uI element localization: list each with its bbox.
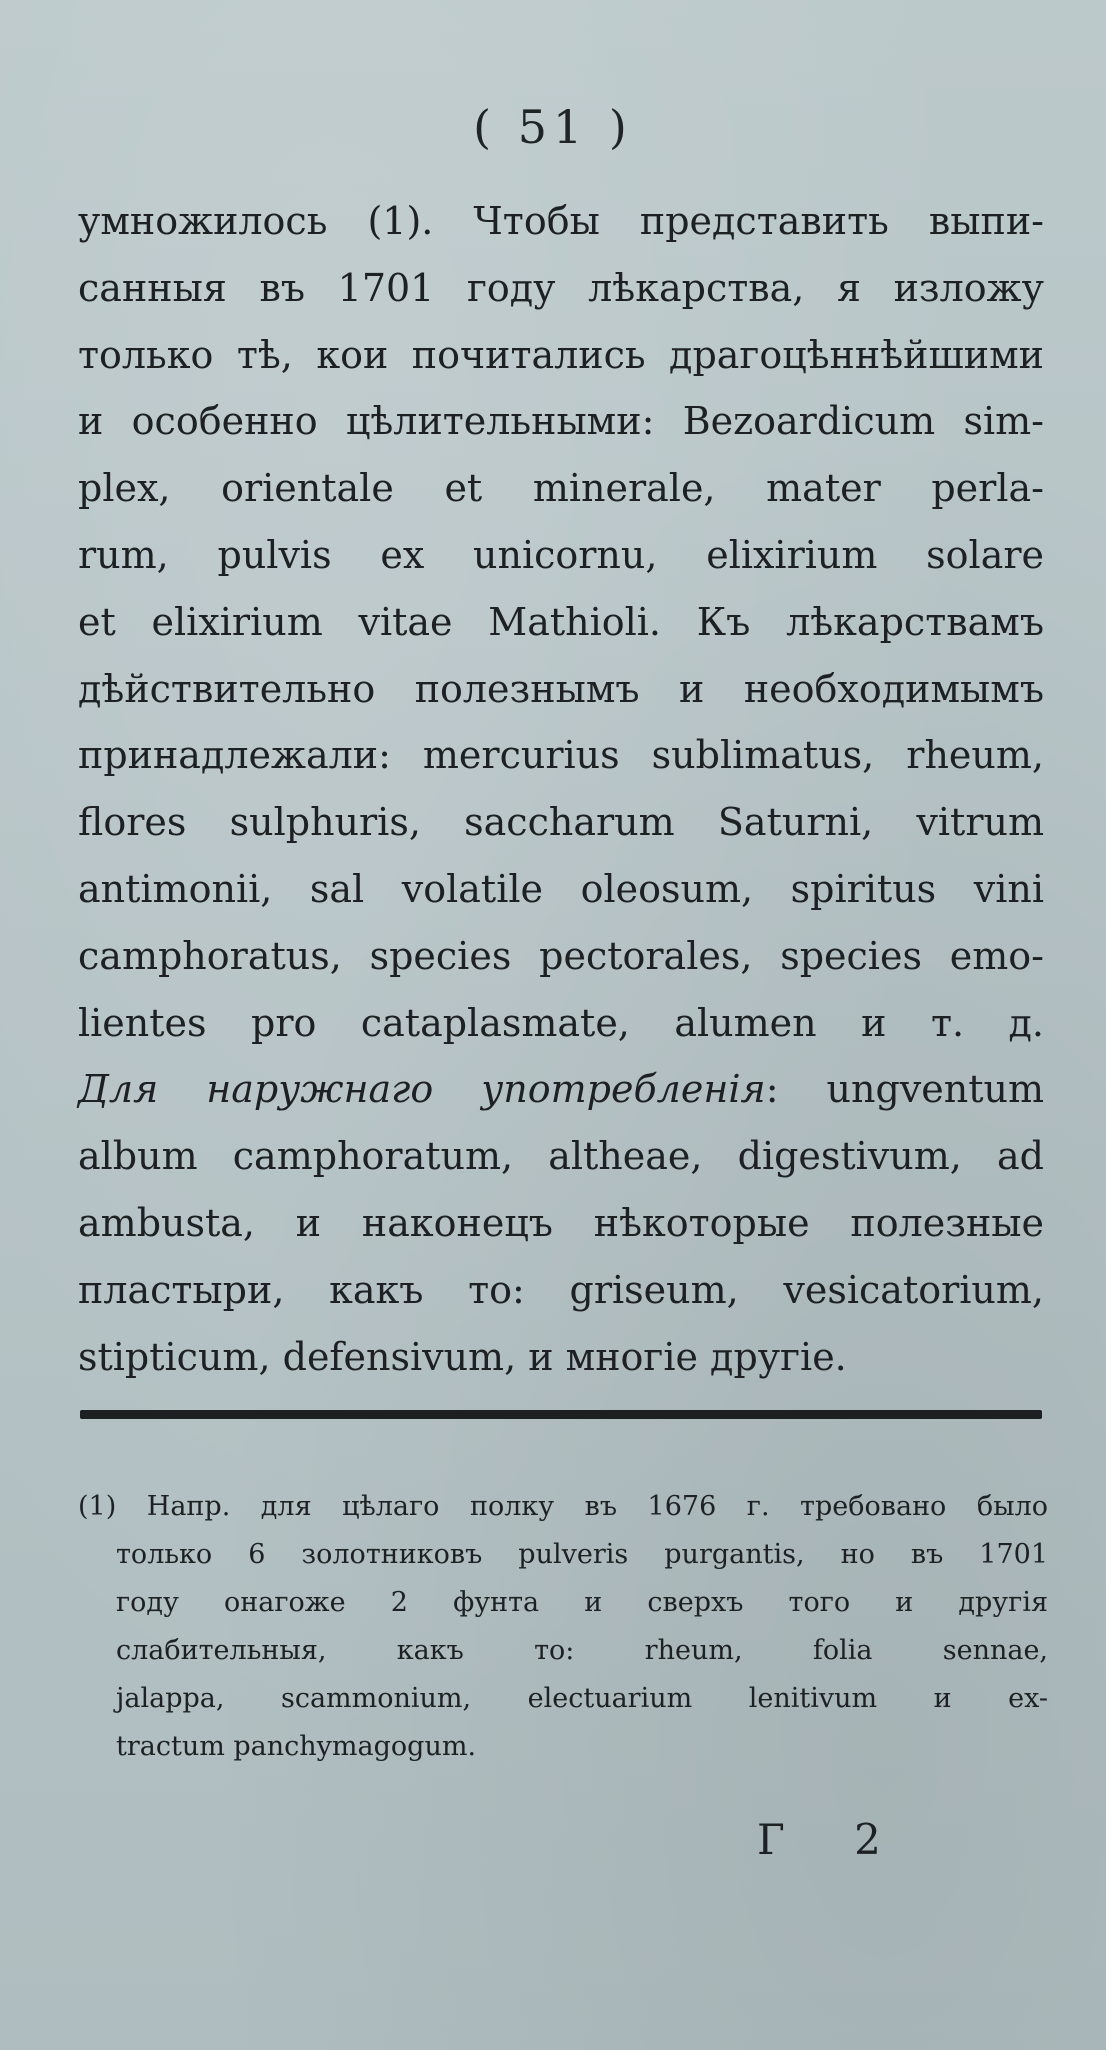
text-line: antimonii, sal volatile oleosum, spiritus vini xyxy=(78,866,1044,911)
text-line: пластыри, какъ то: griseum, vesicatorium, xyxy=(78,1267,1044,1312)
footnote-line: слабительныя, какъ то: rheum, folia sennae, xyxy=(116,1635,1048,1666)
footnote-line: jalappa, scammonium, electuarium lenitivum и ex- xyxy=(116,1683,1048,1714)
text-line: санныя въ 1701 году лѣкарства, я изложу xyxy=(78,265,1044,310)
text-line: умножилось (1). Чтобы представить выпи- xyxy=(78,199,1044,243)
text-line: camphoratus, species pectorales, species emo- xyxy=(78,933,1044,978)
text-line: flores sulphuris, saccharum Saturni, vitrum xyxy=(78,800,1044,845)
text-line: rum, pulvis ex unicornu, elixirium solare xyxy=(78,532,1044,577)
text-line-italic-heading xyxy=(78,1056,1044,1123)
footnote-line: году онагоже 2 фунта и сверхъ того и другія xyxy=(116,1587,1048,1618)
text-line: только тѣ, кои почитались драгоцѣннѣйшими xyxy=(78,332,1044,377)
text-line: и особенно цѣлительными: Bezoardicum sim- xyxy=(78,399,1044,444)
text-line: ambusta, и наконецъ нѣкоторые полезные xyxy=(78,1200,1044,1245)
footnote-line: tractum panchymagogum. xyxy=(116,1731,477,1762)
text-line: album camphoratum, altheae, digestivum, ad xyxy=(78,1134,1044,1179)
footnote xyxy=(78,1483,1048,1771)
main-text xyxy=(78,188,1044,1390)
italic-line-rest: : ungventum xyxy=(765,1067,1044,1112)
text-line: принадлежали: mercurius sublimatus, rheum, xyxy=(78,733,1044,778)
text-line: et elixirium vitae Mathioli. Къ лѣкарствамъ xyxy=(78,599,1044,644)
italic-heading: Для наружнаго употребленія xyxy=(78,1067,766,1112)
text-line: stipticum, defensivum, и многіе другіе. xyxy=(78,1334,847,1379)
signature-mark: Г 2 xyxy=(757,1815,909,1864)
footnote-line: только 6 золотниковъ pulveris purgantis, но въ 1701 xyxy=(116,1539,1048,1570)
text-line: дѣйствительно полезнымъ и необходимымъ xyxy=(78,666,1044,711)
footnote-line: (1) Напр. для цѣлаго полку въ 1676 г. требовано было xyxy=(78,1491,1048,1522)
text-line: lientes pro cataplasmate, alumen и т. д. xyxy=(78,1000,1044,1045)
page-number: ( 51 ) xyxy=(473,100,633,154)
text-line: plex, orientale et minerale, mater perla- xyxy=(78,466,1044,511)
footnote-divider xyxy=(80,1410,1042,1419)
